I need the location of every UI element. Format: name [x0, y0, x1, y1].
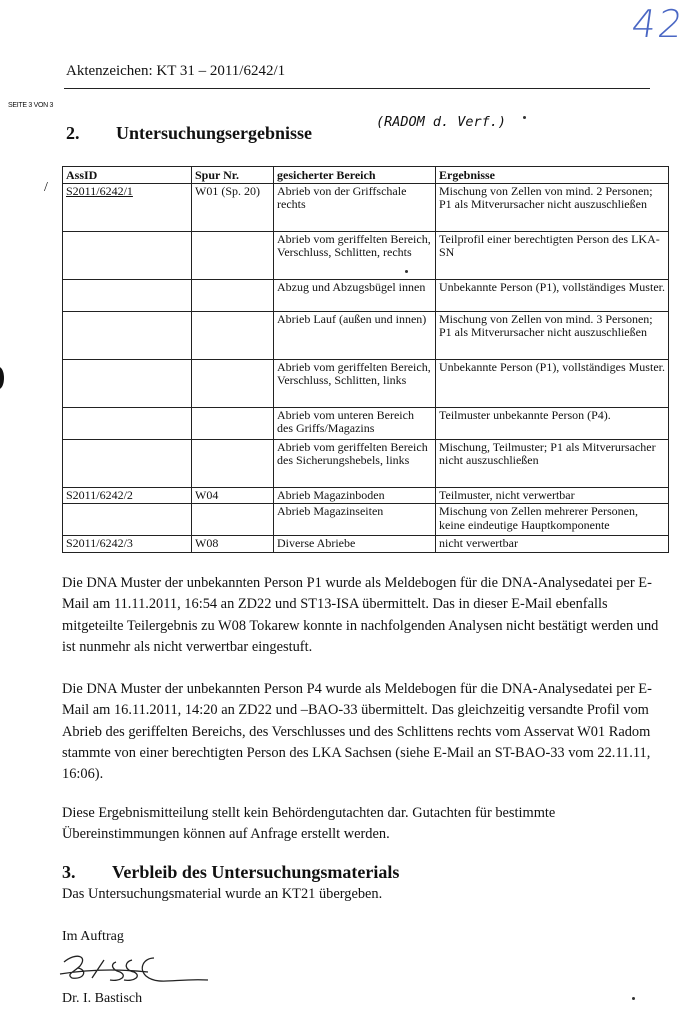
table-row: [63, 231, 669, 279]
spur-cell: [192, 311, 274, 359]
paragraph-disclaimer: Diese Ergebnismitteilung stellt kein Behördengutachten dar. Gutachten für bestimmte Übereinstimmungen können auf Anfrage erstellt werden.: [62, 805, 556, 843]
header-ergebnisse: Ergebnisse: [436, 167, 669, 184]
header-gesicherter-bereich: gesicherter Bereich: [274, 167, 436, 184]
page-indicator: SEITE 3 VON 3: [8, 102, 54, 109]
spur-cell: [192, 407, 274, 439]
bereich-cell: Abrieb von der Griffschale rechts: [274, 183, 436, 231]
ergebnis-cell: Mischung von Zellen von mind. 3 Personen; P1 als Mitverursacher nicht auszuschließen: [436, 311, 669, 359]
speck: [632, 997, 635, 1000]
spur-cell: [192, 439, 274, 487]
in-order-label: Im Auftrag: [62, 929, 124, 944]
bereich-cell: Abrieb vom geriffelten Bereich, Verschluss, Schlitten, links: [274, 359, 436, 407]
assid-cell: [63, 439, 192, 487]
spur-cell: [192, 504, 274, 536]
header-divider: [64, 88, 650, 89]
spur-cell: W04: [192, 487, 274, 504]
assid-cell: S2011/6242/2: [63, 487, 192, 504]
ergebnis-cell: Teilmuster unbekannte Person (P4).: [436, 407, 669, 439]
assid-cell: [63, 359, 192, 407]
bereich-cell: Diverse Abriebe: [274, 536, 436, 553]
bereich-cell: Abrieb Magazinseiten: [274, 504, 436, 536]
assid-cell: [63, 279, 192, 311]
bereich-cell: Abrieb vom geriffelten Bereich des Sicherungshebels, links: [274, 439, 436, 487]
spur-cell: [192, 279, 274, 311]
table-header-row: [63, 167, 669, 184]
bereich-cell: Abzug und Abzugsbügel innen: [274, 279, 436, 311]
signature: [58, 948, 218, 996]
table-row: [63, 359, 669, 407]
assid-cell: S2011/6242/1: [63, 183, 192, 231]
ergebnis-cell: Teilmuster, nicht verwertbar: [436, 487, 669, 504]
paragraph-p1: Die DNA Muster der unbekannten Person P1 wurde als Meldebogen für die DNA-Analysedatei per E-Mail am 11.11.2011, 16:54 an ZD22 und ST13-ISA übermittelt. Das in dieser E-Mail ebenfalls mitgeteilte Teilergebnis zu W08 Tokarew konnte in nachfolgenden Analysen nicht bestätigt werden und ist nunmehr als nicht verwertbar eingestuft.: [62, 575, 659, 655]
header-assid: AssID: [63, 167, 192, 184]
ergebnis-cell: Unbekannte Person (P1), vollständiges Muster.: [436, 359, 669, 407]
table-row: [63, 279, 669, 311]
section-2-number: 2.: [66, 123, 80, 143]
table-row: [63, 439, 669, 487]
assid-cell: [63, 407, 192, 439]
signatory-name: Dr. I. Bastisch: [62, 991, 143, 1006]
speck: [405, 270, 408, 273]
assid-cell: [63, 231, 192, 279]
spur-cell: W01 (Sp. 20): [192, 183, 274, 231]
punch-hole-mark: [0, 367, 4, 389]
ergebnis-cell: Mischung von Zellen mehrerer Personen, keine eindeutige Hauptkomponente: [436, 504, 669, 536]
section-3-heading: [62, 862, 399, 883]
results-table: [62, 166, 669, 553]
ergebnis-cell: Teilprofil einer berechtigten Person des LKA-SN: [436, 231, 669, 279]
assid-cell: S2011/6242/3: [63, 536, 192, 553]
table-row: [63, 536, 669, 553]
spur-cell: [192, 231, 274, 279]
ergebnis-cell: Unbekannte Person (P1), vollständiges Muster.: [436, 279, 669, 311]
ergebnis-cell: Mischung von Zellen von mind. 2 Personen; P1 als Mitverursacher nicht auszuschließen: [436, 183, 669, 231]
section-3-number: 3.: [62, 862, 76, 882]
section-3-text: Das Untersuchungsmaterial wurde an KT21 übergeben.: [62, 886, 383, 902]
file-reference: Aktenzeichen: KT 31 – 2011/6242/1: [66, 63, 286, 79]
bereich-cell: Abrieb Magazinboden: [274, 487, 436, 504]
handwritten-annotation: (RADOM d. Verf.): [376, 114, 507, 130]
bereich-cell: Abrieb vom geriffelten Bereich, Verschluss, Schlitten, rechts: [274, 231, 436, 279]
bereich-cell: Abrieb vom unteren Bereich des Griffs/Magazins: [274, 407, 436, 439]
row-margin-mark: /: [44, 180, 48, 195]
paragraph-p4: Die DNA Muster der unbekannten Person P4 wurde als Meldebogen für die DNA-Analysedatei per E-Mail am 16.11.2011, 14:20 an ZD22 und –BAO-33 übermittelt. Das gleichzeitig versandte Profil vom Abrieb des geriffelten Bereichs, des Verschlusses und des Schlittens rechts vom Asservat W01 Radom stammte von einer berechtigten Person des LKA Sachsen (siehe E-Mail an ST-BAO-33 vom 22.11.11, 16:06).: [62, 681, 652, 783]
header-spur-nr: Spur Nr.: [192, 167, 274, 184]
section-2-heading: [66, 123, 312, 144]
spur-cell: [192, 359, 274, 407]
ergebnis-cell: nicht verwertbar: [436, 536, 669, 553]
table-row: [63, 407, 669, 439]
bereich-cell: Abrieb Lauf (außen und innen): [274, 311, 436, 359]
assid-cell: [63, 504, 192, 536]
table-row: [63, 183, 669, 231]
spur-cell: W08: [192, 536, 274, 553]
table-row: [63, 504, 669, 536]
section-2-title: Untersuchungsergebnisse: [116, 123, 313, 143]
section-3-title: Verbleib des Untersuchungsmaterials: [112, 862, 400, 882]
table-row: [63, 487, 669, 504]
table-row: [63, 311, 669, 359]
assid-cell: [63, 311, 192, 359]
speck: [523, 116, 526, 119]
handwritten-page-number: 42: [628, 2, 688, 46]
ergebnis-cell: Mischung, Teilmuster; P1 als Mitverursacher nicht auszuschließen: [436, 439, 669, 487]
